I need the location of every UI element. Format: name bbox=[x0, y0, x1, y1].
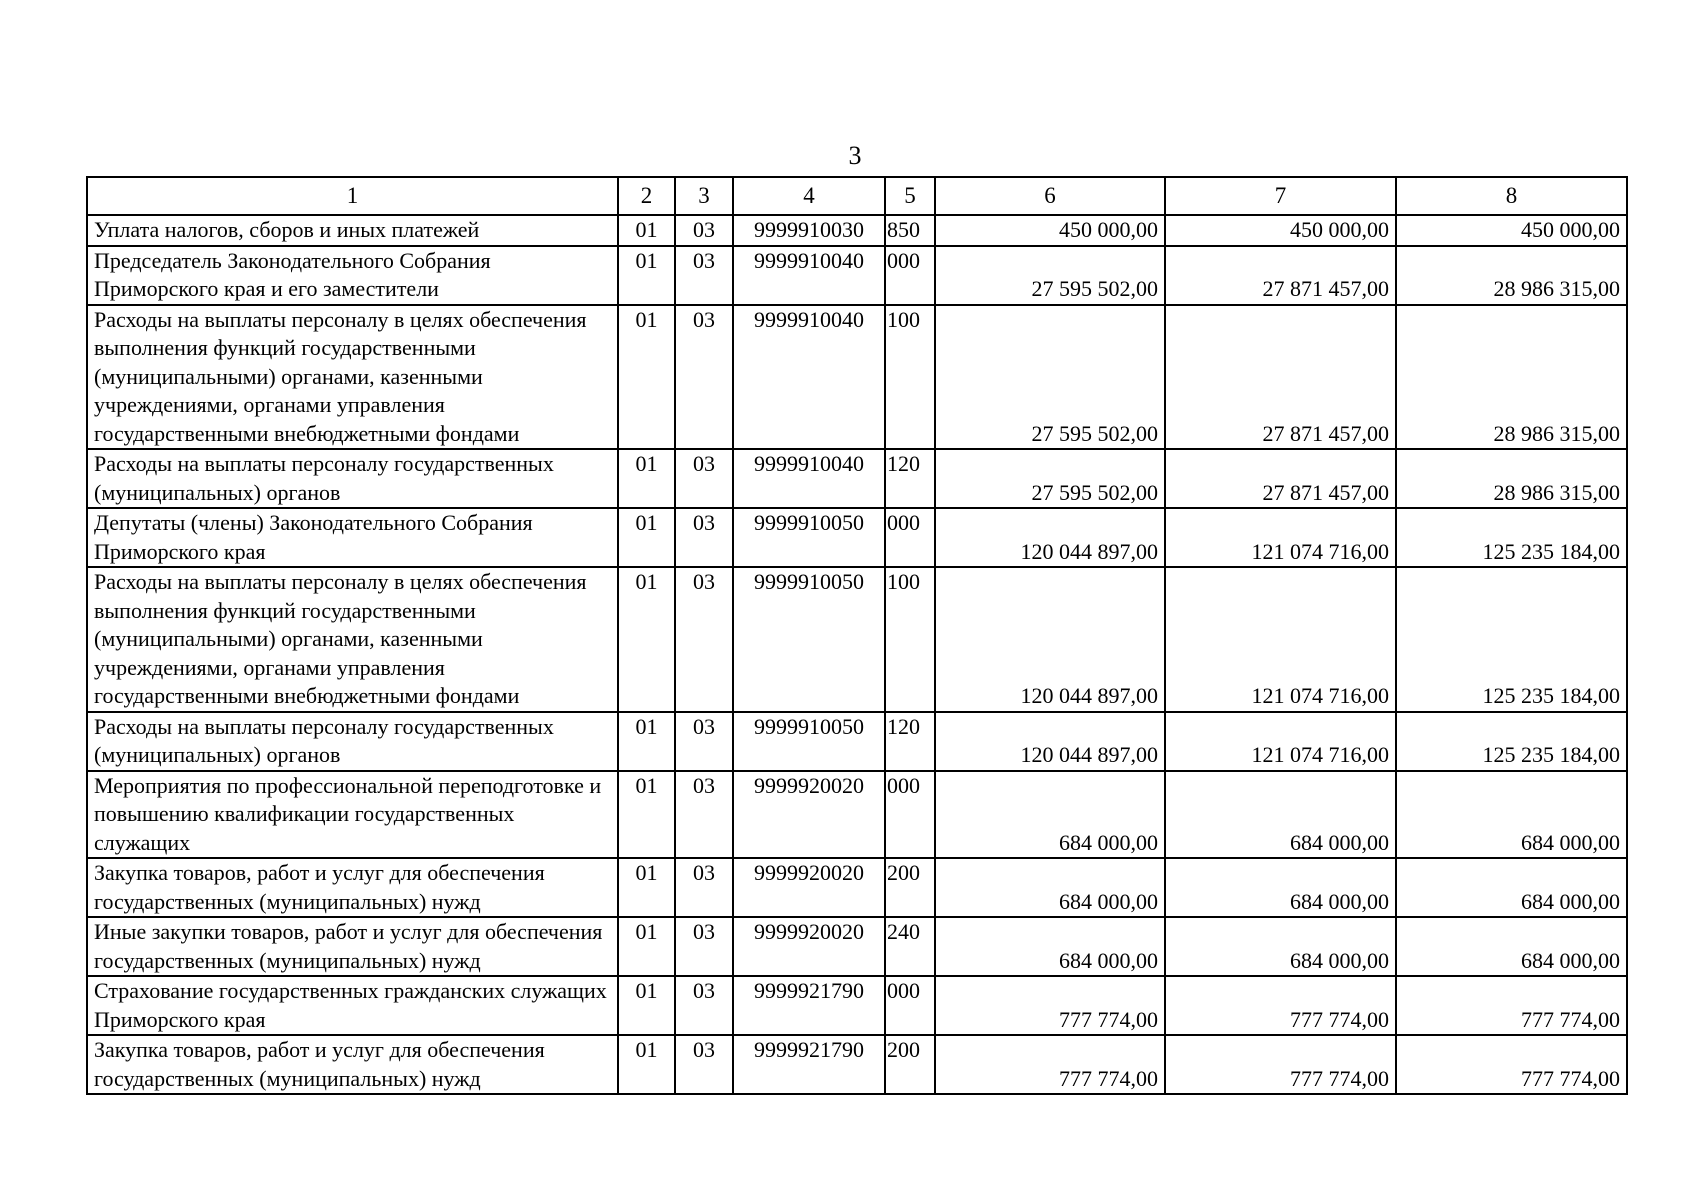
section-code: 01 bbox=[618, 567, 675, 712]
amount-col-8: 28 986 315,00 bbox=[1396, 449, 1627, 508]
table-row bbox=[87, 858, 1627, 917]
amount-col-8: 777 774,00 bbox=[1396, 976, 1627, 1035]
subsection-code: 03 bbox=[675, 976, 733, 1035]
table-body bbox=[87, 215, 1627, 1094]
expense-type-code: 100 bbox=[885, 567, 935, 712]
amount-col-6: 684 000,00 bbox=[935, 771, 1165, 859]
row-name: Мероприятия по профессиональной переподготовке и повышению квалификации государственных служащих bbox=[87, 771, 618, 859]
target-article-code: 9999910040 bbox=[733, 246, 885, 305]
expense-type-code: 120 bbox=[885, 712, 935, 771]
amount-col-8: 28 986 315,00 bbox=[1396, 305, 1627, 450]
amount-col-8: 777 774,00 bbox=[1396, 1035, 1627, 1094]
amount-col-6: 777 774,00 bbox=[935, 976, 1165, 1035]
amount-col-7: 684 000,00 bbox=[1165, 858, 1396, 917]
amount-col-8: 125 235 184,00 bbox=[1396, 567, 1627, 712]
table-row bbox=[87, 1035, 1627, 1094]
expense-type-code: 000 bbox=[885, 976, 935, 1035]
expense-type-code: 100 bbox=[885, 305, 935, 450]
table-row bbox=[87, 246, 1627, 305]
section-code: 01 bbox=[618, 246, 675, 305]
target-article-code: 9999910050 bbox=[733, 508, 885, 567]
target-article-code: 9999921790 bbox=[733, 976, 885, 1035]
column-header: 1 bbox=[87, 177, 618, 215]
section-code: 01 bbox=[618, 508, 675, 567]
target-article-code: 9999920020 bbox=[733, 858, 885, 917]
expense-type-code: 000 bbox=[885, 771, 935, 859]
subsection-code: 03 bbox=[675, 771, 733, 859]
amount-col-8: 28 986 315,00 bbox=[1396, 246, 1627, 305]
amount-col-7: 777 774,00 bbox=[1165, 1035, 1396, 1094]
target-article-code: 9999910030 bbox=[733, 215, 885, 246]
amount-col-6: 777 774,00 bbox=[935, 1035, 1165, 1094]
amount-col-8: 125 235 184,00 bbox=[1396, 712, 1627, 771]
amount-col-8: 125 235 184,00 bbox=[1396, 508, 1627, 567]
subsection-code: 03 bbox=[675, 246, 733, 305]
table-row bbox=[87, 305, 1627, 450]
target-article-code: 9999910050 bbox=[733, 567, 885, 712]
amount-col-8: 684 000,00 bbox=[1396, 858, 1627, 917]
target-article-code: 9999920020 bbox=[733, 771, 885, 859]
column-header: 5 bbox=[885, 177, 935, 215]
amount-col-8: 684 000,00 bbox=[1396, 917, 1627, 976]
column-header: 3 bbox=[675, 177, 733, 215]
section-code: 01 bbox=[618, 771, 675, 859]
expense-type-code: 000 bbox=[885, 508, 935, 567]
page-number: 3 bbox=[848, 141, 862, 170]
amount-col-7: 684 000,00 bbox=[1165, 771, 1396, 859]
target-article-code: 9999910050 bbox=[733, 712, 885, 771]
row-name: Страхование государственных гражданских служащих Приморского края bbox=[87, 976, 618, 1035]
row-name: Председатель Законодательного Собрания Приморского края и его заместители bbox=[87, 246, 618, 305]
table-row bbox=[87, 508, 1627, 567]
expense-type-code: 000 bbox=[885, 246, 935, 305]
row-name: Расходы на выплаты персоналу в целях обеспечения выполнения функций государственными (муниципальными) органами, казенными учреждениями, органами управления государственными внебюджетными фондами bbox=[87, 567, 618, 712]
row-name: Иные закупки товаров, работ и услуг для обеспечения государственных (муниципальных) нужд bbox=[87, 917, 618, 976]
amount-col-6: 684 000,00 bbox=[935, 858, 1165, 917]
subsection-code: 03 bbox=[675, 712, 733, 771]
amount-col-6: 120 044 897,00 bbox=[935, 567, 1165, 712]
row-name: Депутаты (члены) Законодательного Собрания Приморского края bbox=[87, 508, 618, 567]
subsection-code: 03 bbox=[675, 215, 733, 246]
amount-col-7: 684 000,00 bbox=[1165, 917, 1396, 976]
amount-col-6: 27 595 502,00 bbox=[935, 449, 1165, 508]
section-code: 01 bbox=[618, 449, 675, 508]
expense-type-code: 120 bbox=[885, 449, 935, 508]
row-name: Уплата налогов, сборов и иных платежей bbox=[87, 215, 618, 246]
amount-col-7: 27 871 457,00 bbox=[1165, 246, 1396, 305]
column-header: 6 bbox=[935, 177, 1165, 215]
expense-type-code: 850 bbox=[885, 215, 935, 246]
section-code: 01 bbox=[618, 712, 675, 771]
subsection-code: 03 bbox=[675, 567, 733, 712]
expense-type-code: 240 bbox=[885, 917, 935, 976]
subsection-code: 03 bbox=[675, 1035, 733, 1094]
amount-col-8: 450 000,00 bbox=[1396, 215, 1627, 246]
subsection-code: 03 bbox=[675, 305, 733, 450]
amount-col-6: 27 595 502,00 bbox=[935, 305, 1165, 450]
section-code: 01 bbox=[618, 976, 675, 1035]
amount-col-6: 684 000,00 bbox=[935, 917, 1165, 976]
table-row bbox=[87, 215, 1627, 246]
budget-table bbox=[86, 176, 1628, 1095]
column-header: 4 bbox=[733, 177, 885, 215]
amount-col-6: 120 044 897,00 bbox=[935, 508, 1165, 567]
section-code: 01 bbox=[618, 917, 675, 976]
row-name: Расходы на выплаты персоналу государственных (муниципальных) органов bbox=[87, 712, 618, 771]
target-article-code: 9999920020 bbox=[733, 917, 885, 976]
subsection-code: 03 bbox=[675, 449, 733, 508]
amount-col-7: 121 074 716,00 bbox=[1165, 712, 1396, 771]
section-code: 01 bbox=[618, 1035, 675, 1094]
header-row bbox=[87, 177, 1627, 215]
table-row bbox=[87, 976, 1627, 1035]
section-code: 01 bbox=[618, 215, 675, 246]
table-row bbox=[87, 771, 1627, 859]
row-name: Расходы на выплаты персоналу в целях обеспечения выполнения функций государственными (муниципальными) органами, казенными учреждениями, органами управления государственными внебюджетными фондами bbox=[87, 305, 618, 450]
target-article-code: 9999921790 bbox=[733, 1035, 885, 1094]
amount-col-6: 27 595 502,00 bbox=[935, 246, 1165, 305]
table-row bbox=[87, 712, 1627, 771]
amount-col-7: 121 074 716,00 bbox=[1165, 508, 1396, 567]
column-header: 8 bbox=[1396, 177, 1627, 215]
table-row bbox=[87, 449, 1627, 508]
row-name: Расходы на выплаты персоналу государственных (муниципальных) органов bbox=[87, 449, 618, 508]
subsection-code: 03 bbox=[675, 508, 733, 567]
target-article-code: 9999910040 bbox=[733, 449, 885, 508]
section-code: 01 bbox=[618, 305, 675, 450]
subsection-code: 03 bbox=[675, 917, 733, 976]
amount-col-7: 121 074 716,00 bbox=[1165, 567, 1396, 712]
column-header: 2 bbox=[618, 177, 675, 215]
row-name: Закупка товаров, работ и услуг для обеспечения государственных (муниципальных) нужд bbox=[87, 1035, 618, 1094]
table-row bbox=[87, 917, 1627, 976]
row-name: Закупка товаров, работ и услуг для обеспечения государственных (муниципальных) нужд bbox=[87, 858, 618, 917]
target-article-code: 9999910040 bbox=[733, 305, 885, 450]
amount-col-7: 450 000,00 bbox=[1165, 215, 1396, 246]
expense-type-code: 200 bbox=[885, 858, 935, 917]
section-code: 01 bbox=[618, 858, 675, 917]
amount-col-7: 27 871 457,00 bbox=[1165, 305, 1396, 450]
subsection-code: 03 bbox=[675, 858, 733, 917]
amount-col-6: 120 044 897,00 bbox=[935, 712, 1165, 771]
column-header: 7 bbox=[1165, 177, 1396, 215]
expense-type-code: 200 bbox=[885, 1035, 935, 1094]
amount-col-7: 777 774,00 bbox=[1165, 976, 1396, 1035]
amount-col-8: 684 000,00 bbox=[1396, 771, 1627, 859]
amount-col-6: 450 000,00 bbox=[935, 215, 1165, 246]
amount-col-7: 27 871 457,00 bbox=[1165, 449, 1396, 508]
table-row bbox=[87, 567, 1627, 712]
